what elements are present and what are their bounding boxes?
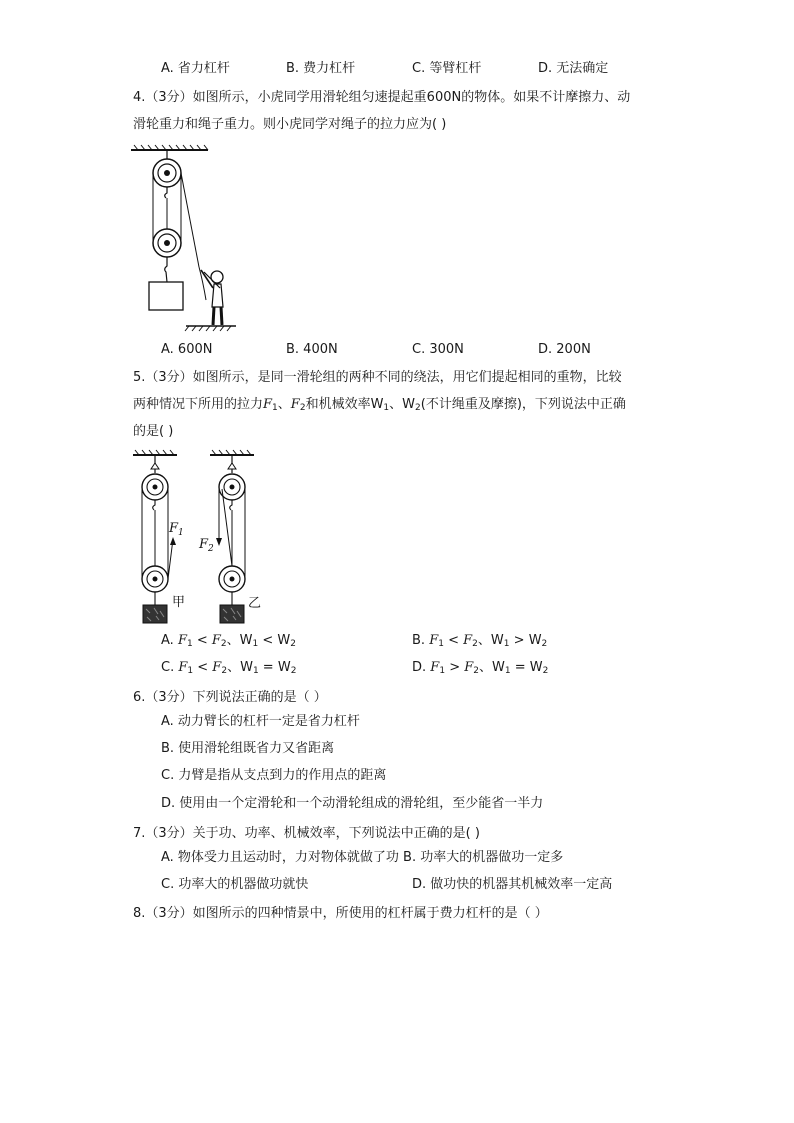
q4-option-d: D. 200N [538, 342, 591, 357]
q5-option-d: D. $F_1 > F_2$、$W_1 = W_2$ [412, 660, 549, 676]
q4-stem-line2: 滑轮重力和绳子重力。则小虎同学对绳子的拉力应为( ) [133, 117, 447, 132]
q5-stem-line1: 5.（3分）如图所示，是同一滑轮组的两种不同的绕法，用它们提起相同的重物，比较 [133, 370, 622, 385]
svg-text:F2: $F_2$ [199, 537, 214, 554]
q5-label-right: 乙 [248, 596, 262, 611]
q3-option-b: B. 费力杠杆 [286, 61, 356, 76]
q4-option-c: C. 300N [412, 342, 464, 357]
q4-pulley-figure [126, 142, 238, 332]
q7-option-ab: A. 物体受力且运动时，力对物体就做了功 B. 功率大的机器做功一定多 [161, 850, 564, 865]
q5-stem-line2: 两种情况下所用的拉力$F_1$、$F_2$和机械效率$W_1$、$W_2$(不计绳重及摩擦)，下列说法中正确 [133, 397, 626, 413]
q7-option-d: D. 做功快的机器其机械效率一定高 [412, 877, 613, 892]
q5-stem-line3: 的是( ) [133, 424, 174, 439]
q3-option-d: D. 无法确定 [538, 61, 609, 76]
svg-text:F1: $F_1$ [169, 521, 184, 538]
q8-stem: 8.（3分）如图所示的四种情景中，所使用的杠杆属于费力杠杆的是（ ） [133, 906, 548, 921]
q4-option-a: A. 600N [161, 342, 213, 357]
q6-option-c: C. 力臂是指从支点到力的作用点的距离 [161, 768, 387, 783]
q3-option-a: A. 省力杠杆 [161, 61, 230, 76]
q4-stem-line1: 4.（3分）如图所示，小虎同学用滑轮组匀速提起重600N的物体。如果不计摩擦力、动 [133, 90, 631, 105]
q6-stem: 6.（3分）下列说法正确的是（ ） [133, 690, 327, 705]
q4-option-b: B. 400N [286, 342, 338, 357]
q7-stem: 7.（3分）关于功、功率、机械效率，下列说法中正确的是( ) [133, 826, 480, 841]
q5-option-c: C. $F_1 < F_2$、$W_1 = W_2$ [161, 660, 297, 676]
q5-pulley-figure [130, 449, 270, 626]
q6-option-b: B. 使用滑轮组既省力又省距离 [161, 741, 335, 756]
q5-option-b: B. $F_1 < F_2$、$W_1 > W_2$ [412, 633, 548, 649]
q5-fig-f1: F [169, 521, 179, 536]
q6-option-a: A. 动力臂长的杠杆一定是省力杠杆 [161, 714, 360, 729]
q5-option-a: A. $F_1 < F_2$、$W_1 < W_2$ [161, 633, 297, 649]
q3-option-c: C. 等臂杠杆 [412, 61, 482, 76]
q6-option-d: D. 使用由一个定滑轮和一个动滑轮组成的滑轮组，至少能省一半力 [161, 796, 544, 811]
q5-fig-f2: F [199, 537, 209, 552]
q7-option-c: C. 功率大的机器做功就快 [161, 877, 309, 892]
q5-label-left: 甲 [172, 595, 186, 610]
